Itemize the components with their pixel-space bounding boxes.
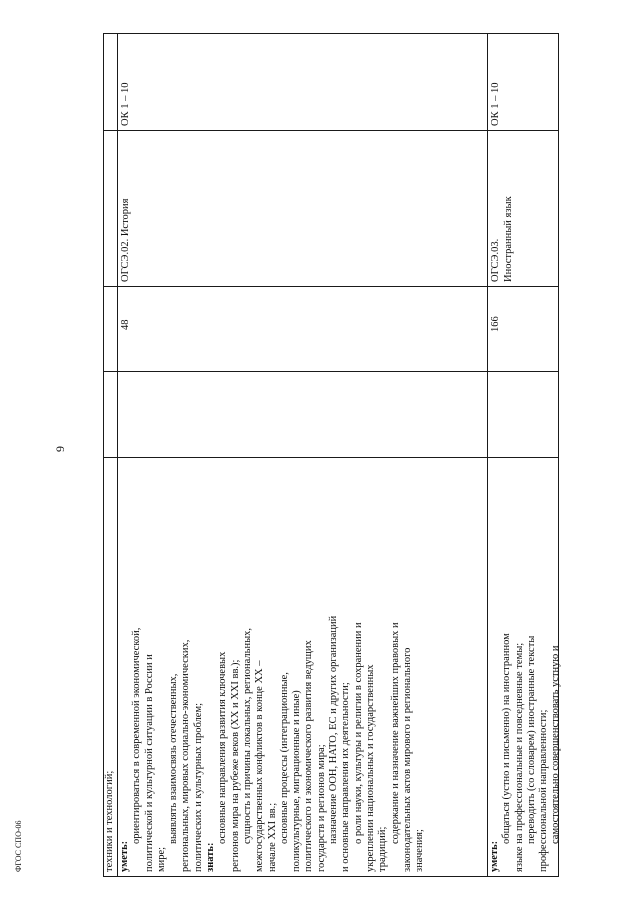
history-line: поликультурные, миграционные и иные) bbox=[291, 690, 303, 872]
page-number: 9 bbox=[53, 446, 67, 452]
history-line: законодательных актов мирового и регионального bbox=[401, 647, 413, 872]
history-line: содержание и назначение важнейших правовых и bbox=[389, 622, 401, 844]
table-border-left bbox=[103, 33, 104, 877]
footer-code: ФГОС СПО-06 bbox=[14, 820, 23, 872]
history-line: ориентироваться в современной экономической, bbox=[131, 627, 143, 844]
history-line: традиций; bbox=[377, 826, 389, 872]
column-separator-total bbox=[103, 457, 559, 458]
language-line: уметь: bbox=[489, 840, 500, 872]
history-line: о роли науки, культуры и религии в сохранении и bbox=[352, 622, 364, 844]
history-line: политического и экономического развития ведущих bbox=[303, 640, 315, 872]
history-line: политических и культурных проблем; bbox=[192, 702, 204, 872]
language-line: общаться (устно и письменно) на иностранном bbox=[501, 633, 513, 844]
history-line: основные процессы (интеграционные, bbox=[278, 672, 290, 844]
top-strip-text: техники и технологий; bbox=[104, 770, 115, 872]
language-line: профессиональной направленности; bbox=[538, 709, 550, 872]
history-line: начале XXI вв.; bbox=[266, 802, 278, 872]
history-line: мире; bbox=[155, 846, 167, 872]
language-line: переводить (со словарем) иностранные тексты bbox=[525, 635, 537, 844]
history-line: знать: bbox=[205, 842, 217, 872]
row-separator-history bbox=[487, 33, 488, 877]
history-line: сущность и причины локальных, региональных, bbox=[241, 627, 253, 844]
history-line: основные направления развития ключевых bbox=[217, 651, 229, 844]
table-border-bottom bbox=[103, 876, 559, 877]
history-skills-block bbox=[119, 616, 426, 872]
language-discipline-name: Иностранный язык bbox=[503, 196, 514, 282]
language-skills-block bbox=[489, 633, 563, 872]
history-line: уметь: bbox=[119, 840, 130, 872]
language-discipline-code: ОГСЭ.03. bbox=[490, 238, 501, 282]
history-line: государств и регионов мира; bbox=[315, 744, 327, 872]
history-line: регионов мира на рубеже веков (XX и XXI вв.); bbox=[229, 659, 241, 872]
row-separator-top-strip bbox=[117, 33, 118, 877]
history-line: выявлять взаимосвязь отечественных, bbox=[168, 673, 180, 844]
language-hours: 166 bbox=[490, 316, 501, 332]
column-separator-discipline bbox=[103, 286, 559, 287]
history-line: региональных, мировых социально-экономических, bbox=[180, 639, 192, 872]
history-discipline: ОГСЭ.02. История bbox=[120, 198, 131, 282]
history-hours: 48 bbox=[120, 319, 131, 330]
history-line: политической и культурной ситуации в России и bbox=[143, 654, 155, 872]
table-border-top bbox=[103, 33, 559, 34]
column-separator-competences bbox=[103, 130, 559, 131]
history-line: значения; bbox=[414, 829, 426, 872]
history-line: назначение ООН, НАТО, ЕС и других организаций bbox=[328, 615, 340, 844]
language-line: самостоятельно совершенствовать устную и bbox=[550, 645, 562, 844]
column-separator-hours bbox=[103, 371, 559, 372]
history-line: укреплении национальных и государственных bbox=[364, 664, 376, 872]
history-competences: ОК 1 – 10 bbox=[120, 82, 131, 126]
history-line: межгосударственных конфликтов в конце XX – bbox=[254, 660, 266, 872]
language-line: языке на профессиональные и повседневные темы; bbox=[513, 642, 525, 872]
language-competences: ОК 1 – 10 bbox=[490, 82, 501, 126]
history-line: и основные направления их деятельности; bbox=[340, 682, 352, 872]
